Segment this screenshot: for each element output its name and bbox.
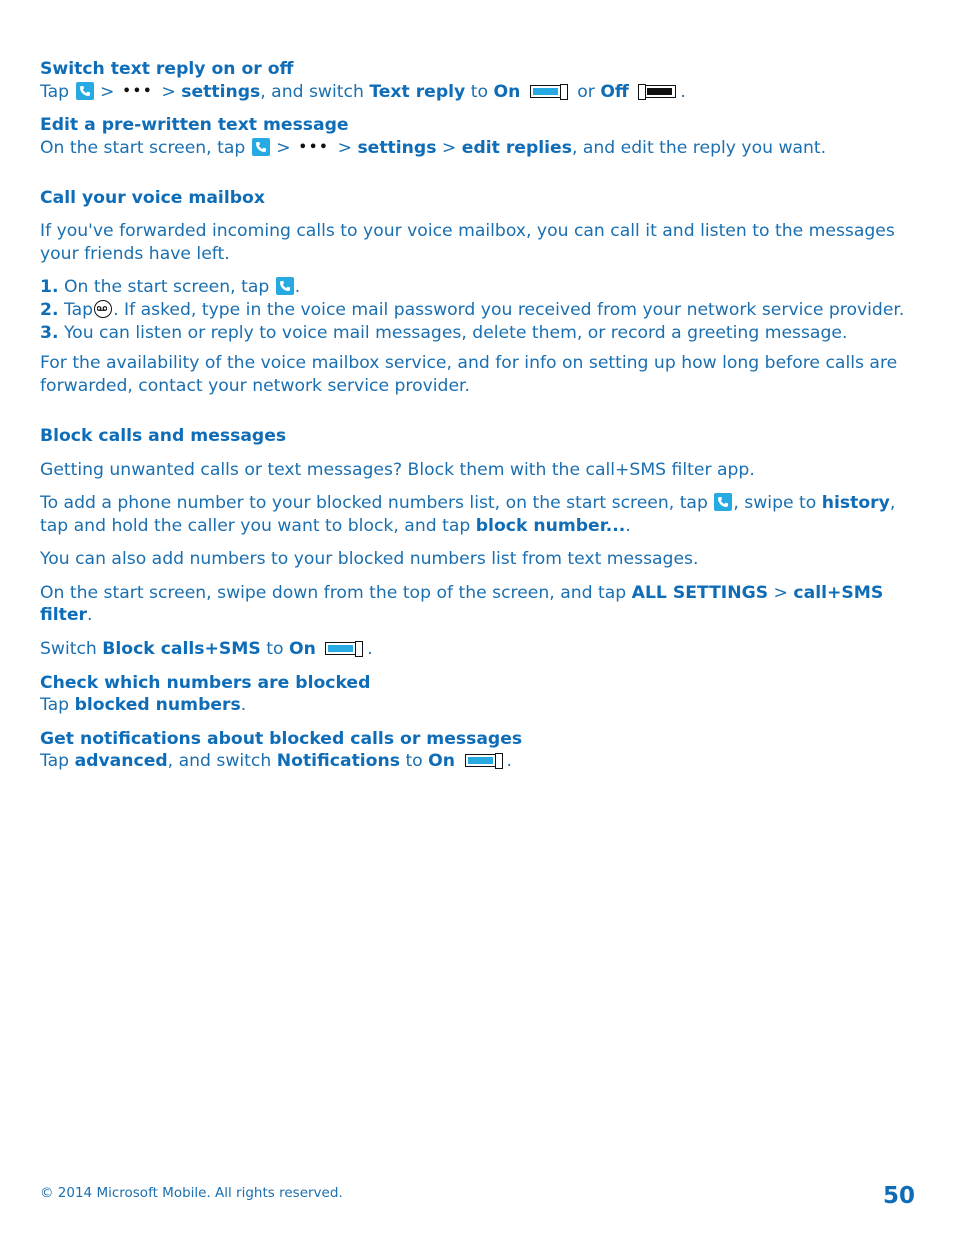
block-add-number-line1: To add a phone number to your blocked numbers list, on the start screen, tap , swipe to history, xyxy=(40,493,896,513)
more-dots-icon: ••• xyxy=(298,140,330,155)
block-switch-instruction: Switch Block calls+SMS to On . xyxy=(40,639,373,659)
heading-block-calls: Block calls and messages xyxy=(40,426,287,446)
voicemail-step-3: 3. You can listen or reply to voice mail messages, delete them, or record a greeting message. xyxy=(40,323,848,343)
heading-check-blocked: Check which numbers are blocked xyxy=(40,673,371,693)
block-settings-line1: On the start screen, swipe down from the top of the screen, and tap ALL SETTINGS > call+SMS xyxy=(40,583,884,603)
heading-switch-text-reply: Switch text reply on or off xyxy=(40,59,294,79)
edit-replies-instructions: On the start screen, tap > ••• > settings > edit replies, and edit the reply you want. xyxy=(40,138,827,158)
voicemail-note-line1: For the availability of the voice mailbox service, and for info on setting up how long before calls are xyxy=(40,353,898,373)
page-number: 50 xyxy=(883,1183,916,1209)
voicemail-icon xyxy=(94,300,112,318)
toggle-on-icon xyxy=(325,641,363,656)
phone-tile-icon xyxy=(714,493,732,511)
check-blocked-instruction: Tap blocked numbers. xyxy=(40,695,247,715)
heading-edit-prewritten: Edit a pre-written text message xyxy=(40,115,349,135)
block-intro: Getting unwanted calls or text messages? Block them with the call+SMS filter app. xyxy=(40,460,755,480)
block-add-number-line2: tap and hold the caller you want to block, and tap block number.... xyxy=(40,516,631,536)
block-settings-line2: filter. xyxy=(40,605,93,625)
more-dots-icon: ••• xyxy=(122,84,154,99)
voicemail-step-1: 1. On the start screen, tap . xyxy=(40,277,301,297)
phone-tile-icon xyxy=(252,138,270,156)
text-reply-instructions: Tap > ••• > settings, and switch Text reply to On or Off . xyxy=(40,82,686,102)
footer-copyright: © 2014 Microsoft Mobile. All rights reserved. xyxy=(40,1185,343,1201)
notifications-instruction: Tap advanced, and switch Notifications to On . xyxy=(40,751,512,771)
block-from-messages: You can also add numbers to your blocked numbers list from text messages. xyxy=(40,549,699,569)
toggle-on-icon xyxy=(530,84,568,99)
heading-notifications: Get notifications about blocked calls or messages xyxy=(40,729,523,749)
voicemail-intro-line2: your friends have left. xyxy=(40,244,230,264)
phone-tile-icon xyxy=(76,82,94,100)
heading-voice-mailbox: Call your voice mailbox xyxy=(40,188,265,208)
phone-tile-icon xyxy=(276,277,294,295)
toggle-on-icon xyxy=(465,753,503,768)
voicemail-step-2: 2. Tap . If asked, type in the voice mail password you received from your network service provider. xyxy=(40,300,905,320)
toggle-off-icon xyxy=(638,84,676,99)
voicemail-intro-line1: If you've forwarded incoming calls to your voice mailbox, you can call it and listen to the messages xyxy=(40,221,895,241)
voicemail-note-line2: forwarded, contact your network service provider. xyxy=(40,376,470,396)
